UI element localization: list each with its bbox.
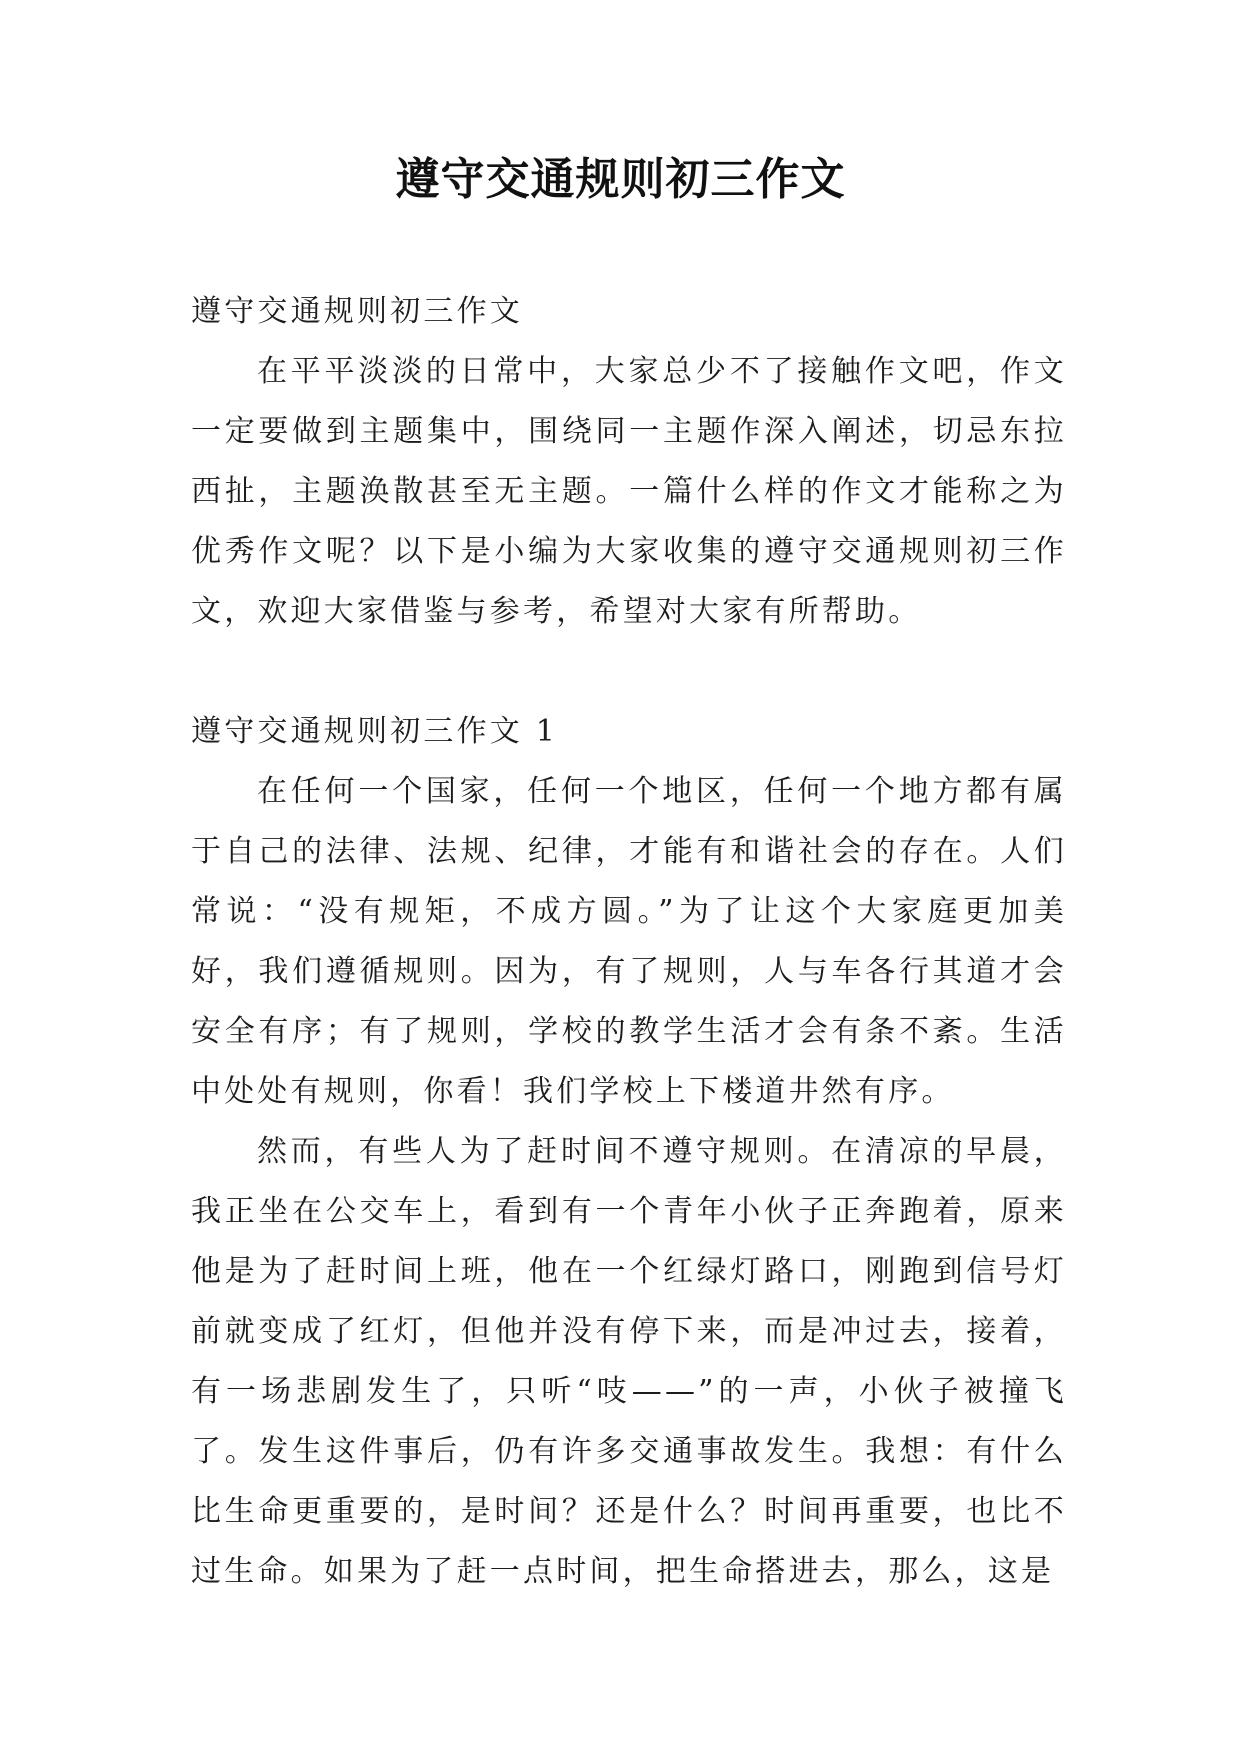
section-1-paragraph-2: 然而，有些人为了赶时间不遵守规则。在清凉的早晨，我正坐在公交车上，看到有一个青年小伙子正奔跑着，原来他是为了赶时间上班，他在一个红绿灯路口，刚跑到信号灯前就变成了红灯，但他并没有停下来，而是冲过去，接着，有一场悲剧发生了，只听“吱——”的一声，小伙子被撞飞了。发生这件事后，仍有许多交通事故发生。我想：有什么比生命更重要的，是时间？还是什么？时间再重要，也比不过生命。如果为了赶一点时间，把生命搭进去，那么，这是 xyxy=(191,1134,1067,1589)
section-spacer xyxy=(191,642,1067,702)
section-1-heading: 遵守交通规则初三作文 1 xyxy=(191,714,559,749)
section-1-paragraph-1: 在任何一个国家，任何一个地区，任何一个地方都有属于自己的法律、法规、纪律，才能有和谐社会的存在。人们常说：“没有规矩，不成方圆。”为了让这个大家庭更加美好，我们遵循规则。因为，有了规则，人与车各行其道才会安全有序；有了规则，学校的教学生活才会有条不紊。生活中处处有规则，你看！我们学校上下楼道井然有序。 xyxy=(191,774,1067,1109)
document-body xyxy=(191,282,1067,1602)
intro-heading: 遵守交通规则初三作文 xyxy=(191,294,523,329)
intro-paragraph: 在平平淡淡的日常中，大家总少不了接触作文吧，作文一定要做到主题集中，围绕同一主题作深入阐述，切忌东拉西扯，主题涣散甚至无主题。一篇什么样的作文才能称之为优秀作文呢？以下是小编为大家收集的遵守交通规则初三作文，欢迎大家借鉴与参考，希望对大家有所帮助。 xyxy=(191,354,1067,629)
document-title: 遵守交通规则初三作文 xyxy=(395,154,846,205)
